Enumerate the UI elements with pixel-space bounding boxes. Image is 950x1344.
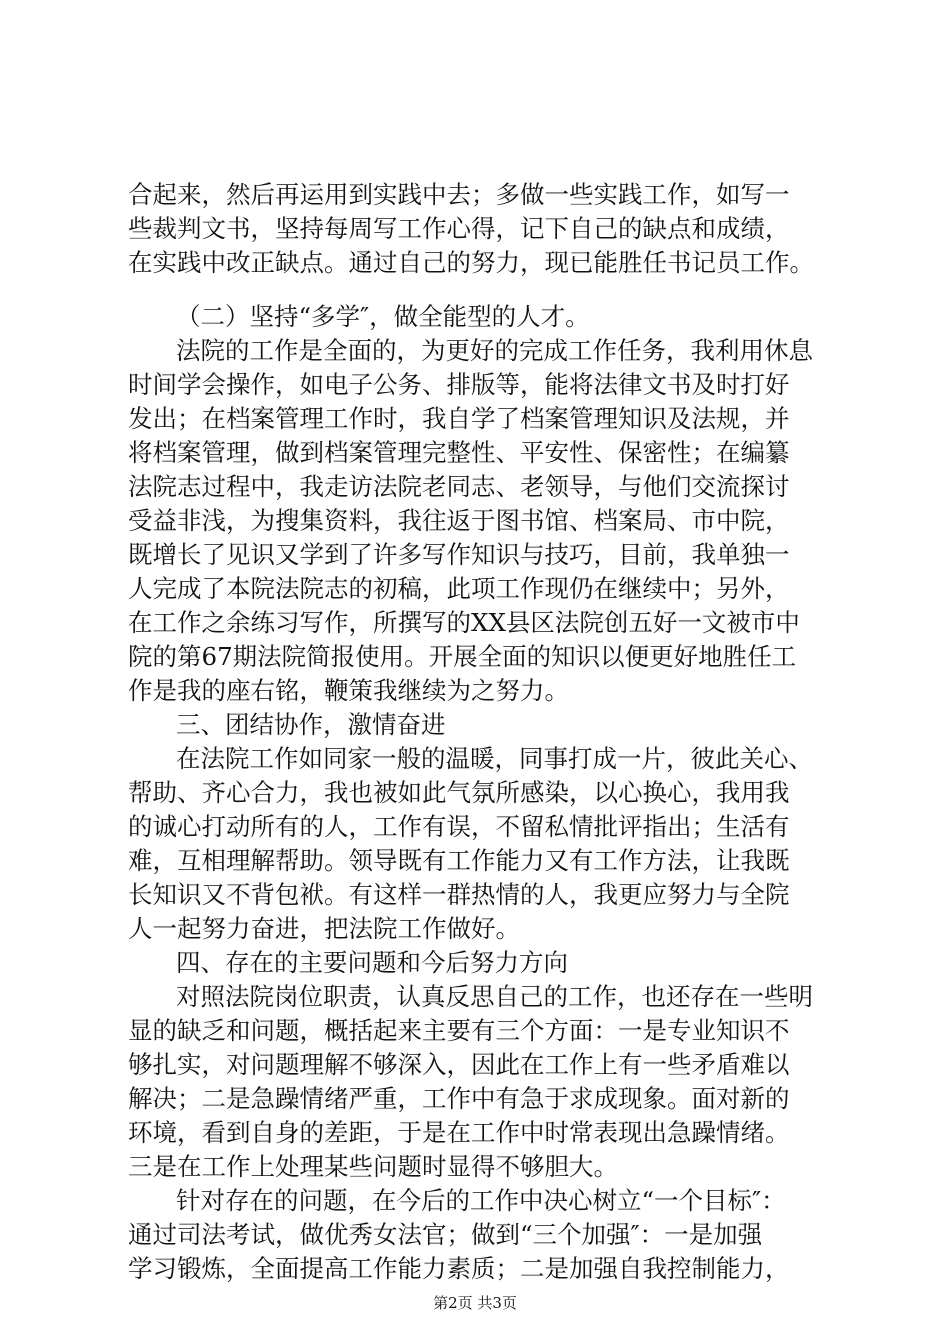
text-line: 长知识又不背包袱。有这样一群热情的人，我更应努力与全院 [128, 880, 790, 909]
text-line: 人一起努力奋进，把法院工作做好。 [128, 914, 520, 943]
text-line: 难，互相理解帮助。领导既有工作能力又有工作方法，让我既 [128, 846, 790, 875]
text-line: 发出；在档案管理工作时，我自学了档案管理知识及法规，并 [128, 404, 790, 433]
section-heading: 三、团结协作，激情奋进 [176, 710, 446, 739]
section-heading: （二）坚持“多学″，做全能型的人才。 [176, 302, 590, 331]
text-line: 时间学会操作，如电子公务、排版等，能将法律文书及时打好 [128, 370, 790, 399]
text-line: 院的第67期法院简报使用。开展全面的知识以便更好地胜任工 [128, 642, 797, 671]
text-line: 对照法院岗位职责，认真反思自己的工作，也还存在一些明 [176, 982, 813, 1011]
text-line: 法院的工作是全面的，为更好的完成工作任务，我利用休息 [176, 336, 813, 365]
text-line: 在工作之余练习写作，所撰写的XX县区法院创五好一文被市中 [128, 608, 800, 637]
text-line: 显的缺乏和问题，概括起来主要有三个方面：一是专业知识不 [128, 1016, 790, 1045]
text-line: 学习锻炼，全面提高工作能力素质；二是加强自我控制能力， [128, 1254, 790, 1283]
text-line: 的诚心打动所有的人，工作有误，不留私情批评指出；生活有 [128, 812, 790, 841]
text-line: 既增长了见识又学到了许多写作知识与技巧，目前，我单独一 [128, 540, 790, 569]
text-line: 帮助、齐心合力，我也被如此气氛所感染，以心换心，我用我 [128, 778, 790, 807]
text-line: 人完成了本院法院志的初稿，此项工作现仍在继续中；另外， [128, 574, 790, 603]
text-line: 些裁判文书，坚持每周写工作心得，记下自己的缺点和成绩， [128, 214, 790, 243]
section-heading: 四、存在的主要问题和今后努力方向 [176, 948, 568, 977]
text-line: 合起来，然后再运用到实践中去；多做一些实践工作，如写一 [128, 180, 790, 209]
text-line: 将档案管理，做到档案管理完整性、平安性、保密性；在编纂 [128, 438, 790, 467]
text-line: 解决；二是急躁情绪严重，工作中有急于求成现象。面对新的 [128, 1084, 790, 1113]
text-line: 在实践中改正缺点。通过自己的努力，现已能胜任书记员工作。 [128, 248, 814, 277]
text-line: 通过司法考试，做优秀女法官；做到“三个加强″：一是加强 [128, 1220, 763, 1249]
text-line: 法院志过程中，我走访法院老同志、老领导，与他们交流探讨 [128, 472, 790, 501]
text-line: 针对存在的问题，在今后的工作中决心树立“一个目标″： [176, 1186, 786, 1215]
text-line: 三是在工作上处理某些问题时显得不够胆大。 [128, 1152, 618, 1181]
text-line: 在法院工作如同家一般的温暖，同事打成一片，彼此关心、 [176, 744, 813, 773]
text-line: 作是我的座右铭，鞭策我继续为之努力。 [128, 676, 569, 705]
text-line: 环境，看到自身的差距，于是在工作中时常表现出急躁情绪。 [128, 1118, 790, 1147]
page-number-footer: 第2页 共3页 [433, 1294, 517, 1312]
text-line: 够扎实，对问题理解不够深入，因此在工作上有一些矛盾难以 [128, 1050, 790, 1079]
text-line: 受益非浅，为搜集资料，我往返于图书馆、档案局、市中院， [128, 506, 790, 535]
